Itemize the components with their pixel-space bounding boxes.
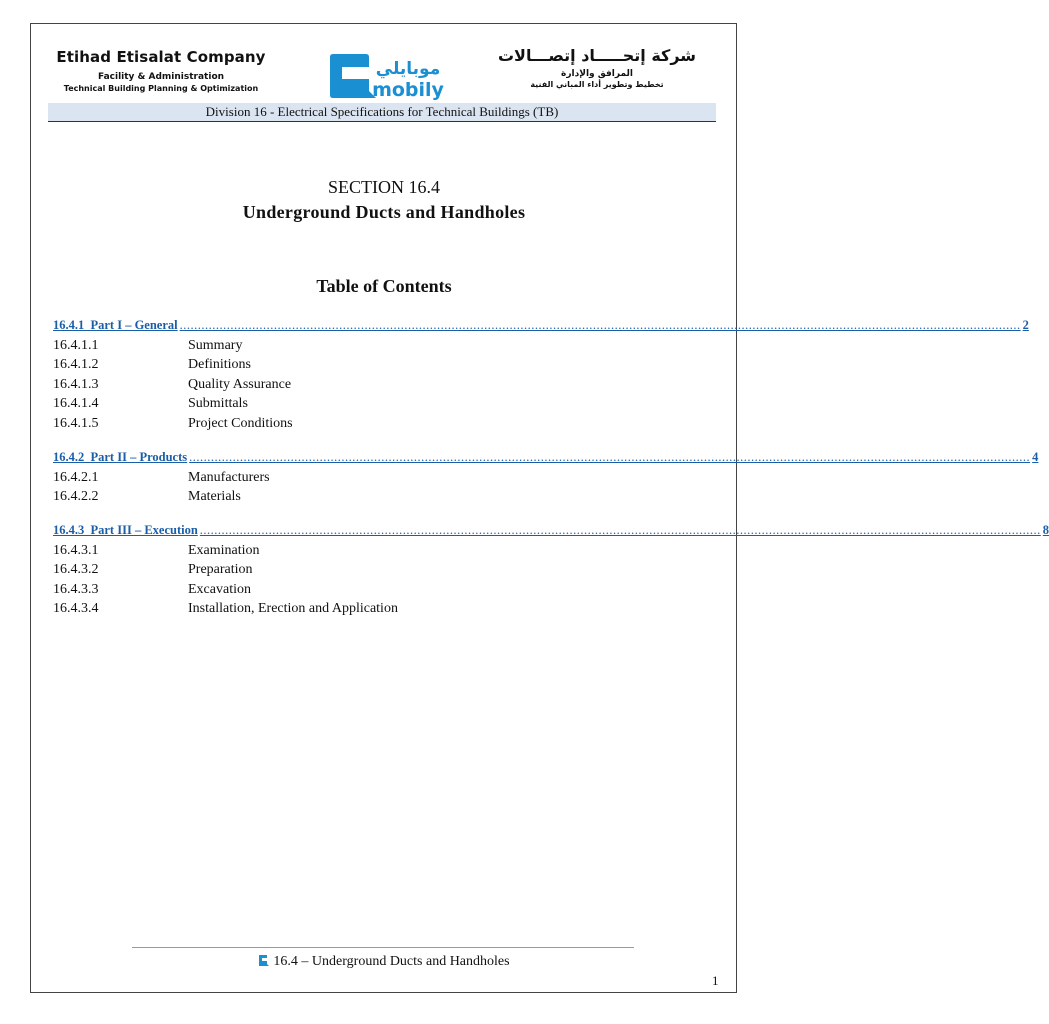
mobily-logo-arabic: موبايلي	[375, 59, 441, 79]
toc-item	[53, 541, 711, 560]
toc-heading-label: 16.4.2 Part II – Products	[53, 450, 188, 464]
toc-heading-label: 16.4.1 Part I – General	[53, 318, 178, 332]
company-name-ar: شركة إتحـــــاد إتصـــالات	[497, 46, 697, 65]
toc-item-number: 16.4.1.2	[53, 357, 99, 373]
mobily-logo	[326, 51, 450, 103]
toc-item	[53, 468, 711, 487]
toc-link-part-iii[interactable]	[53, 523, 1049, 541]
toc-item-label: Excavation	[188, 581, 251, 597]
toc-item-number: 16.4.1.5	[53, 415, 99, 431]
mobily-logo-icon	[330, 54, 376, 98]
section-title: Underground Ducts and Handholes	[242, 202, 526, 222]
toc-item-label: Materials	[188, 489, 241, 505]
toc-item-number: 16.4.1.1	[53, 338, 99, 353]
header-right	[488, 46, 706, 89]
toc-item-number: 16.4.3.2	[53, 562, 99, 578]
toc-heading-label: 16.4.3 Part III – Execution	[53, 523, 198, 537]
toc-item	[53, 580, 711, 599]
toc-page-number: 4	[1032, 450, 1039, 464]
toc-page-number: 8	[1042, 523, 1049, 537]
toc-page-number: 2	[1022, 318, 1029, 332]
toc-leader: ........................................................................................................................................................................................................................................	[199, 523, 1041, 537]
toc-group-general	[53, 318, 1029, 433]
toc-item-number: 16.4.3.3	[53, 581, 99, 597]
toc-item	[53, 336, 711, 355]
header-left	[56, 48, 266, 93]
mobily-logo-latin: mobily	[372, 79, 444, 101]
toc-item	[53, 375, 711, 394]
toc-leader: ........................................................................................................................................................................................................................................	[179, 318, 1021, 332]
toc-item-label: Submittals	[188, 396, 248, 412]
toc-link-part-ii[interactable]	[53, 450, 1039, 468]
toc-group-products	[53, 450, 1039, 507]
company-name-en: Etihad Etisalat Company	[56, 48, 266, 66]
toc-item-number: 16.4.2.1	[53, 470, 99, 485]
page-border	[30, 23, 737, 993]
toc-item-label: Quality Assurance	[188, 376, 292, 392]
toc-item	[53, 355, 711, 374]
toc-item	[53, 599, 711, 618]
toc-item-label: Preparation	[188, 562, 253, 578]
toc-item	[53, 414, 711, 433]
toc-title: Table of Contents	[316, 276, 452, 296]
footer-text: 16.4 – Underground Ducts and Handholes	[273, 954, 510, 969]
toc-item-label: Definitions	[188, 357, 251, 373]
toc-item-label: Summary	[188, 338, 243, 353]
department-ar: المرافق والإدارة	[561, 69, 633, 79]
toc-item	[53, 487, 711, 506]
toc-item-label: Project Conditions	[188, 415, 293, 431]
toc-item-label: Installation, Erection and Application	[188, 601, 398, 617]
department-en: Facility & Administration	[97, 72, 225, 82]
toc-item	[53, 560, 711, 579]
toc-item-number: 16.4.3.4	[53, 601, 99, 617]
toc-item-number: 16.4.3.1	[53, 543, 99, 558]
toc-item-number: 16.4.1.4	[53, 396, 99, 412]
toc-item-number: 16.4.1.3	[53, 376, 99, 392]
page-number: 1	[712, 973, 719, 988]
unit-en: Technical Building Planning & Optimization	[63, 84, 259, 93]
toc-group-execution	[53, 523, 1049, 619]
toc-leader: ........................................................................................................................................................................................................................................	[189, 450, 1031, 464]
mobily-small-icon	[258, 954, 273, 966]
toc-item	[53, 394, 711, 413]
footer	[0, 954, 768, 970]
toc-link-part-i[interactable]	[53, 318, 1029, 336]
toc-item-number: 16.4.2.2	[53, 489, 99, 505]
toc-item-label: Examination	[188, 543, 260, 558]
toc-item-label: Manufacturers	[188, 470, 270, 485]
section-number: SECTION 16.4	[328, 177, 440, 197]
division-title: Division 16 - Electrical Specifications for Technical Buildings (TB)	[48, 103, 716, 122]
footer-divider	[132, 947, 634, 948]
unit-ar: تخطيط وتطوير أداء المباني الفنية	[530, 80, 664, 89]
